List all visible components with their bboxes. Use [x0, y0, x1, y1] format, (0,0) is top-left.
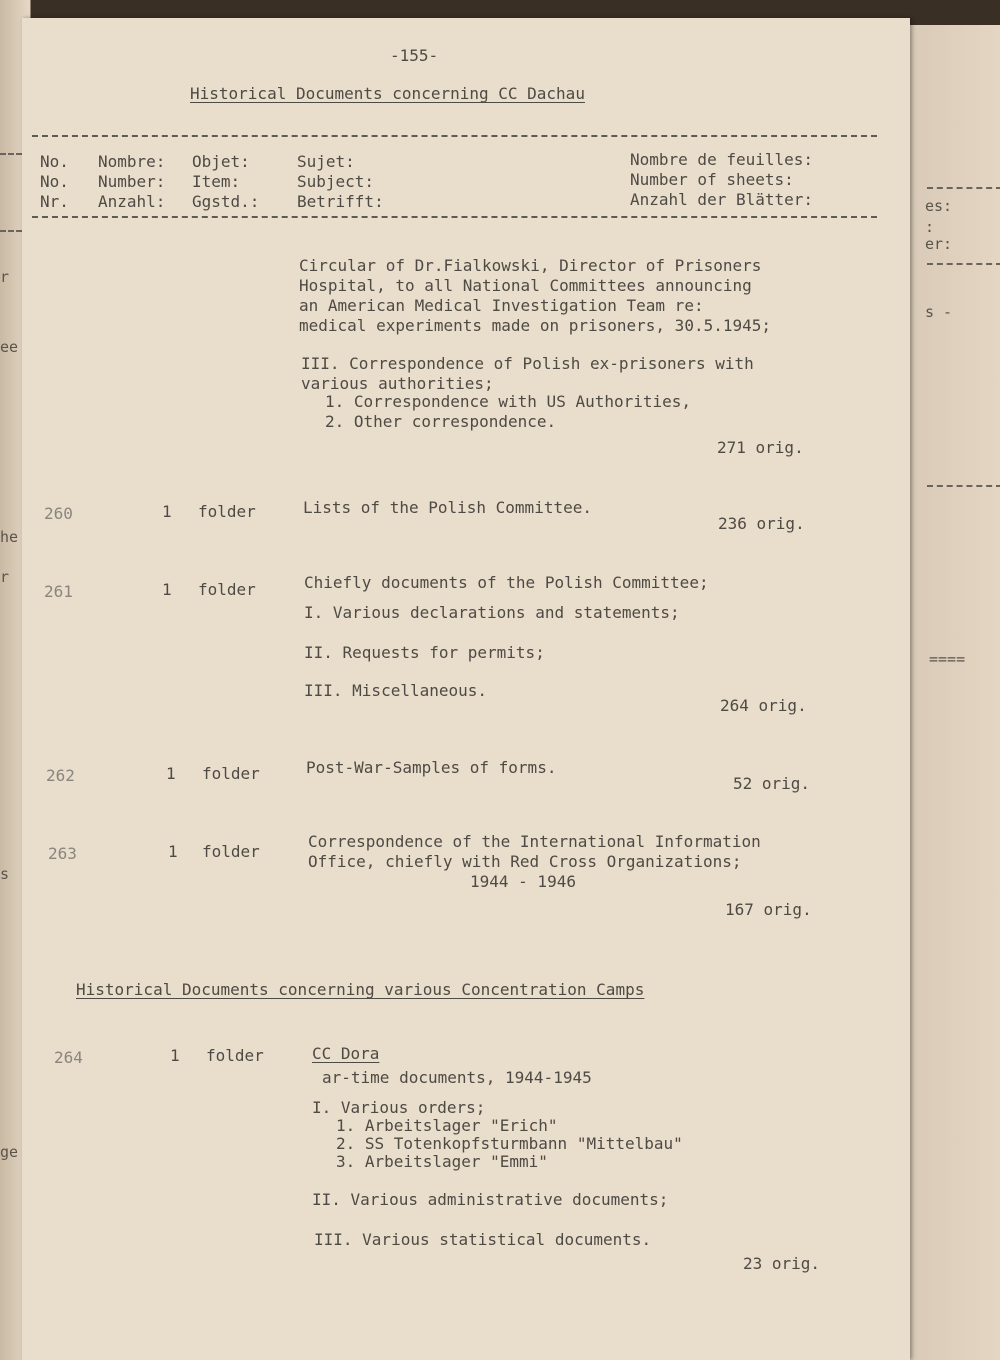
entry-item: folder	[198, 502, 256, 521]
entry-text-line: Circular of Dr.Fialkowski, Director of Prisoners	[299, 256, 762, 275]
right-margin-fragment: s -	[925, 303, 953, 321]
entry-sheet-count: 236 orig.	[718, 514, 805, 533]
header-top-rule	[32, 135, 877, 137]
entry-sub-item: 2. SS Totenkopfsturmbann "Mittelbau"	[336, 1134, 683, 1153]
right-page-rule	[927, 187, 1000, 189]
entry-item: folder	[202, 764, 260, 783]
left-margin-fragment: r	[0, 268, 10, 286]
entry-sheet-count: 264 orig.	[720, 696, 807, 715]
entry-text-line: Hospital, to all National Committees announcing	[299, 276, 752, 295]
entry-count: 1	[170, 1046, 180, 1065]
entry-years: 1944 - 1946	[470, 872, 576, 891]
entry-number: 263	[48, 844, 77, 863]
header-sheets-de: Anzahl der Blätter:	[630, 190, 814, 209]
entry-sub-item: I. Various orders;	[312, 1098, 486, 1117]
entry-sub-item: I. Various declarations and statements;	[304, 603, 680, 622]
right-underlying-page	[905, 25, 1000, 1360]
entry-section-iii-cont: various authorities;	[301, 374, 494, 393]
entry-sub-item: 2. Other correspondence.	[325, 412, 557, 431]
entry-count: 1	[168, 842, 178, 861]
entry-camp-name: CC Dora	[312, 1044, 380, 1063]
header-sheets-en: Number of sheets:	[630, 170, 794, 189]
header-bottom-rule	[32, 216, 877, 218]
entry-count: 1	[162, 502, 172, 521]
header-no-fr: No.	[40, 152, 69, 171]
header-subject-en: Subject:	[297, 172, 375, 191]
entry-sheet-count: 167 orig.	[725, 900, 812, 919]
header-subject-de: Betrifft:	[297, 192, 384, 211]
entry-number: 262	[46, 766, 75, 785]
right-margin-fragment: es:	[925, 197, 953, 215]
entry-text-line: medical experiments made on prisoners, 30.5.1945;	[299, 316, 772, 335]
entry-section-iii: III. Correspondence of Polish ex-prisoners with	[301, 354, 754, 373]
right-margin-fragment: er:	[925, 235, 953, 253]
header-no-en: No.	[40, 172, 69, 191]
left-margin-fragment: ge	[0, 1143, 19, 1161]
header-no-de: Nr.	[40, 192, 69, 211]
entry-subject: Lists of the Polish Committee.	[303, 498, 592, 517]
entry-text-line: an American Medical Investigation Team re:	[299, 296, 704, 315]
header-number-de: Anzahl:	[98, 192, 166, 211]
entry-subject: Post-War-Samples of forms.	[306, 758, 557, 777]
entry-sub-item: 1. Correspondence with US Authorities,	[325, 392, 692, 411]
header-subject-fr: Sujet:	[297, 152, 355, 171]
entry-count: 1	[162, 580, 172, 599]
entry-number: 260	[44, 504, 73, 523]
entry-item: folder	[198, 580, 256, 599]
entry-sub-item: III. Various statistical documents.	[314, 1230, 652, 1249]
entry-item: folder	[206, 1046, 264, 1065]
header-item-fr: Objet:	[192, 152, 250, 171]
entry-count: 1	[166, 764, 176, 783]
header-item-en: Item:	[192, 172, 241, 191]
left-margin-fragment: ee	[0, 338, 19, 356]
entry-item: folder	[202, 842, 260, 861]
entry-sub-item: III. Miscellaneous.	[304, 681, 488, 700]
header-number-en: Number:	[98, 172, 166, 191]
entry-description: ar-time documents, 1944-1945	[322, 1068, 592, 1087]
right-margin-fragment: :	[925, 218, 935, 236]
entry-text-line: Office, chiefly with Red Cross Organizations;	[308, 852, 742, 871]
entry-sheet-count: 271 orig.	[717, 438, 804, 457]
entry-sub-item: II. Various administrative documents;	[312, 1190, 669, 1209]
left-margin-fragment: s	[0, 865, 10, 883]
entry-number: 264	[54, 1048, 83, 1067]
entry-sub-item: II. Requests for permits;	[304, 643, 545, 662]
right-page-rule	[927, 263, 1000, 265]
section-title-various-camps: Historical Documents concerning various Concentration Camps	[76, 980, 645, 999]
entry-sheet-count: 23 orig.	[743, 1254, 821, 1273]
page-number: -155-	[390, 46, 439, 65]
right-page-rule	[927, 485, 1000, 487]
entry-sub-item: 3. Arbeitslager "Emmi"	[336, 1152, 548, 1171]
header-number-fr: Nombre:	[98, 152, 166, 171]
entry-number: 261	[44, 582, 73, 601]
document-page	[22, 18, 910, 1360]
header-sheets-fr: Nombre de feuilles:	[630, 150, 814, 169]
entry-sub-item: 1. Arbeitslager "Erich"	[336, 1116, 558, 1135]
entry-text-line: Correspondence of the International Information	[308, 832, 761, 851]
header-item-de: Ggstd.:	[192, 192, 260, 211]
right-margin-fragment: ====	[929, 650, 966, 668]
entry-subject: Chiefly documents of the Polish Committee;	[304, 573, 709, 592]
left-margin-fragment: r	[0, 568, 10, 586]
entry-sheet-count: 52 orig.	[733, 774, 811, 793]
left-margin-fragment: he	[0, 528, 19, 546]
section-title-dachau: Historical Documents concerning CC Dachau	[190, 84, 585, 103]
